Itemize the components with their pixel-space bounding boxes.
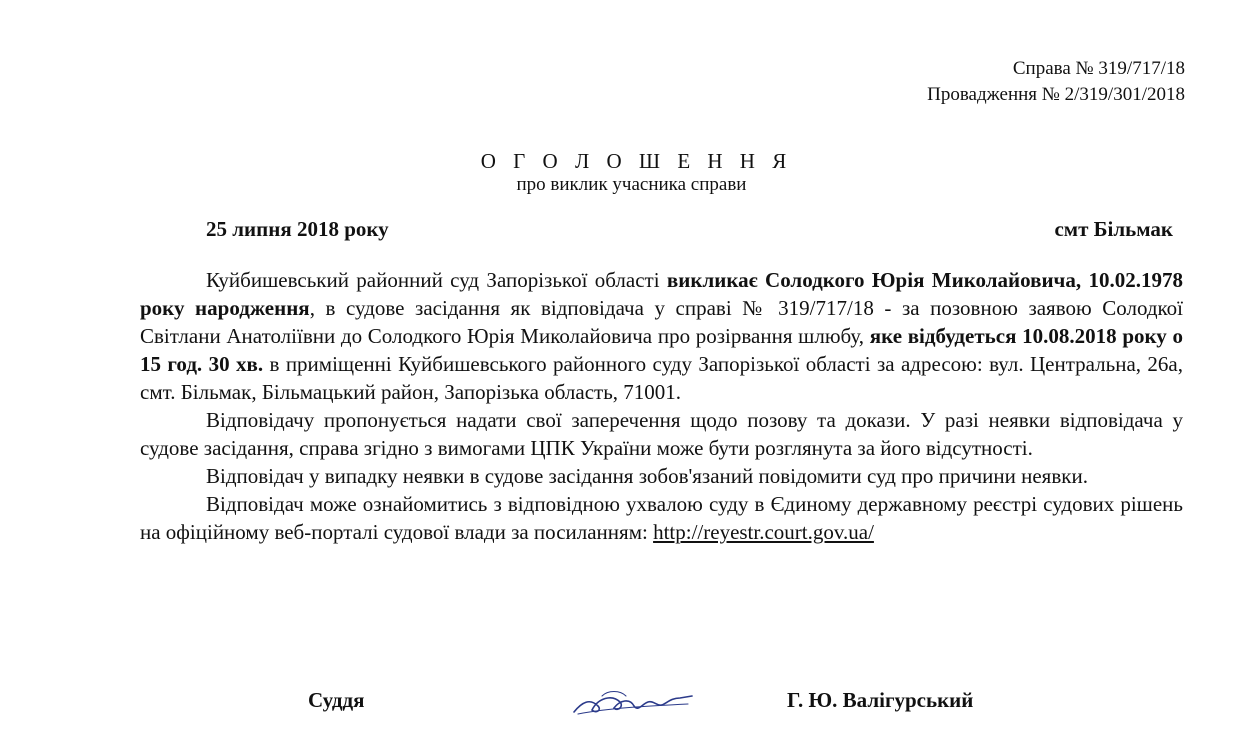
p1-text-2: , в судове засідання як відповідача у справі № 319/717/18 - за позовною заявою Солодкої Світлани Анатоліївни до Солодкого Юрія Миколайовича про розірвання шлюбу, (140, 296, 1183, 348)
paragraph-absence-notice: Відповідач у випадку неявки в судове засідання зобов'язаний повідомити суд про причини неявки. (206, 464, 1088, 488)
paragraph-objections: Відповідачу пропонується надати свої заперечення щодо позову та докази. У разі неявки відповідача у судове засідання, справа згідно з вимогами ЦПК України може бути розглянута за його відсутності. (140, 408, 1183, 460)
paragraph-summons (140, 266, 1183, 406)
p1-text-1: Куйбишевський районний суд Запорізької області (206, 268, 667, 292)
proceeding-number: Провадження № 2/319/301/2018 (927, 84, 1185, 105)
signature-row (0, 684, 1243, 724)
document-title: О Г О Л О Ш Е Н Н Я (480, 149, 793, 173)
document-place: смт Більмак (1054, 217, 1173, 241)
case-number: Справа № 319/717/18 (1012, 58, 1185, 79)
p4-text: Відповідач може ознайомитись з відповідною ухвалою суду в Єдиному державному реєстрі судових рішень на офіційному веб-порталі судової влади за посиланням: (140, 492, 1183, 544)
p1-bold-2: яке відбудеться 10.08.2018 року о 15 год. 30 хв. (140, 324, 1183, 376)
document-subtitle: про виклик учасника справи (516, 174, 747, 195)
registry-link[interactable]: http://reyestr.court.gov.ua/ (653, 520, 874, 544)
judge-name: Г. Ю. Валігурський (787, 688, 974, 712)
title-block (0, 148, 1243, 196)
judge-label: Суддя (308, 688, 365, 712)
document-date: 25 липня 2018 року (206, 217, 389, 241)
announcement-body (140, 266, 1183, 546)
paragraph-registry (140, 490, 1183, 546)
handwritten-signature (568, 684, 698, 720)
case-reference (927, 56, 1185, 108)
p1-bold-1: викликає Солодкого Юрія Миколайовича, 10.02.1978 року народження (140, 268, 1183, 320)
p1-text-3: в приміщенні Куйбишевського районного суду Запорізької області за адресою: вул. Центральна, 26а, смт. Більмак, Більмацький район, Запорізька область, 71001. (140, 352, 1183, 404)
